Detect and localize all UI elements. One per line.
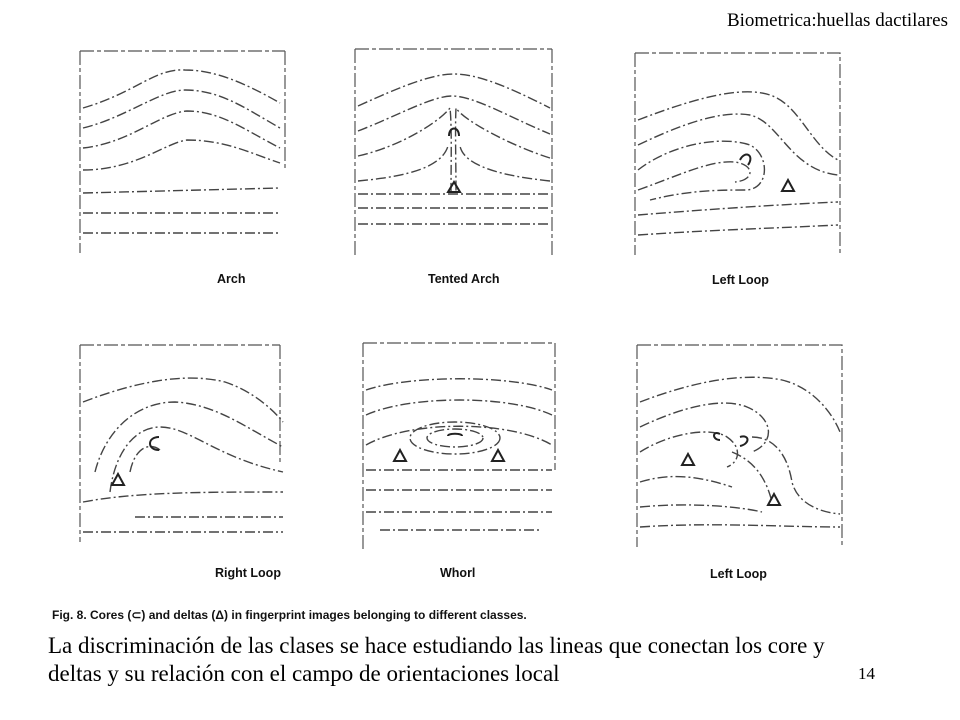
whorl-label: Whorl	[440, 566, 476, 580]
whorl-panel	[360, 340, 560, 555]
delta-symbol-icon	[782, 180, 794, 191]
page-header: Biometrica:huellas dactilares	[726, 10, 948, 31]
left-loop-label-bottom: Left Loop	[710, 567, 767, 581]
core-symbol-icon	[740, 436, 748, 446]
figure-caption: Fig. 8. Cores (⊂) and deltas (Δ) in fingerprint images belonging to different classes.	[52, 608, 527, 622]
core-symbol-icon	[448, 434, 462, 436]
left-loop-label-top: Left Loop	[712, 273, 769, 287]
delta-symbol-icon	[448, 182, 460, 192]
left-loop-panel-bottom	[632, 342, 847, 552]
delta-symbol-icon	[492, 450, 504, 461]
tented-arch-label: Tented Arch	[428, 272, 500, 286]
tented-arch-panel	[352, 46, 557, 261]
core-symbol-icon	[714, 433, 720, 440]
right-loop-panel	[75, 342, 290, 547]
body-paragraph: La discriminación de las clases se hace estudiando las lineas que conectan los core y deltas y su relación con el campo de orientaciones local	[48, 633, 825, 686]
arch-label: Arch	[217, 272, 246, 286]
arch-panel	[75, 48, 290, 258]
page-number: 14	[858, 664, 875, 683]
right-loop-label: Right Loop	[215, 566, 281, 580]
left-loop-panel	[630, 50, 845, 260]
delta-symbol-icon	[112, 474, 124, 485]
delta-symbol-icon	[394, 450, 406, 461]
delta-symbol-icon	[682, 454, 694, 465]
